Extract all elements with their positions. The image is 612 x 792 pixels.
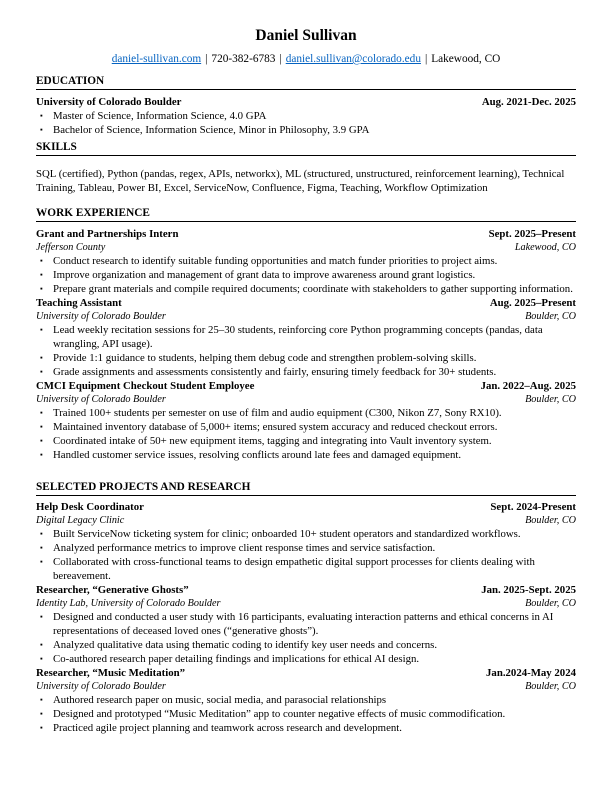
bullet-text: Conduct research to identify suitable funding opportunities and match funder priorities to project aims.: [53, 255, 498, 267]
bullet-item: [36, 406, 576, 420]
entry-date: Jan. 2025-Sept. 2025: [481, 584, 576, 596]
entry-org: University of Colorado Boulder: [36, 311, 166, 322]
entry-org: University of Colorado Boulder: [36, 681, 166, 692]
bullet-text: Authored research paper on music, social media, and parasocial relationships: [53, 694, 387, 706]
entry-title: CMCI Equipment Checkout Student Employee: [36, 380, 255, 392]
entry-date: Sept. 2025–Present: [488, 228, 576, 240]
bullet-icon: ▪: [40, 270, 43, 279]
bullet-icon: ▪: [40, 557, 43, 566]
projects-heading: SELECTED PROJECTS AND RESEARCH: [36, 480, 576, 496]
bullet-text: Bachelor of Science, Information Science, Minor in Philosophy, 3.9 GPA: [53, 124, 370, 136]
bullet-text: Maintained inventory database of 5,000+ items; ensured system accuracy and reduced checkout errors.: [53, 421, 498, 433]
entry-org: University of Colorado Boulder: [36, 394, 166, 405]
location-text: Lakewood, CO: [431, 53, 501, 65]
bullet-icon: ▪: [40, 654, 43, 663]
bullet-text: Practiced agile project planning and teamwork across research and development.: [53, 722, 402, 734]
work-entry: [36, 227, 576, 296]
bullet-item: [36, 721, 576, 735]
bullet-item: [36, 268, 576, 282]
entry-location: Boulder, CO: [525, 394, 576, 405]
bullet-icon: ▪: [40, 543, 43, 552]
pipe-separator: |: [424, 53, 428, 65]
entry-title: Grant and Partnerships Intern: [36, 228, 179, 240]
bullet-icon: ▪: [40, 367, 43, 376]
pipe-separator: |: [279, 53, 282, 65]
entry-location: Boulder, CO: [525, 598, 576, 609]
entry-date: Jan. 2022–Aug. 2025: [480, 380, 576, 392]
entry-date: Jan.2024-May 2024: [486, 667, 576, 679]
bullet-icon: ▪: [40, 353, 43, 362]
bullet-icon: ▪: [40, 709, 43, 718]
entry-location: Boulder, CO: [525, 515, 576, 526]
pipe-separator: |: [205, 53, 208, 65]
bullet-text: Lead weekly recitation sessions for 25–30 students, reinforcing core Python programming concepts (pandas, data wrangling, API usage).: [53, 324, 543, 350]
bullet-item: [36, 351, 576, 365]
bullet-icon: ▪: [40, 723, 43, 732]
entry-location: Boulder, CO: [525, 681, 576, 692]
bullet-item: [36, 693, 576, 707]
bullet-text: Analyzed qualitative data using thematic coding to identify key user needs and concerns.: [53, 639, 438, 651]
bullet-text: Collaborated with cross-functional teams to design empathetic digital support processes for clients dealing with bereavement.: [53, 556, 535, 582]
bullet-icon: ▪: [40, 422, 43, 431]
bullet-item: [36, 282, 576, 296]
bullet-item: [36, 707, 576, 721]
entry-date: Aug. 2021-Dec. 2025: [481, 96, 576, 108]
phone-number: 720-382-6783: [211, 53, 276, 65]
entry-org: Digital Legacy Clinic: [36, 515, 125, 526]
work-entry: [36, 379, 576, 462]
bullet-text: Handled customer service issues, resolving conflicts around late fees and damaged equipment.: [53, 449, 462, 461]
bullet-text: Prepare grant materials and compile required documents; coordinate with stakeholders to gather supporting information.: [53, 283, 573, 295]
bullet-item: [36, 638, 576, 652]
bullet-icon: ▪: [40, 408, 43, 417]
project-entry: [36, 500, 576, 583]
bullet-icon: ▪: [40, 111, 43, 120]
entry-title: University of Colorado Boulder: [36, 96, 182, 108]
bullet-item: [36, 610, 576, 638]
bullet-text: Analyzed performance metrics to improve client response times and service satisfaction.: [53, 542, 436, 554]
entry-title: Researcher, “Music Meditation”: [36, 667, 186, 679]
entry-location: Boulder, CO: [525, 311, 576, 322]
entry-org: Identity Lab, University of Colorado Boulder: [36, 598, 221, 609]
bullet-icon: ▪: [40, 529, 43, 538]
bullet-item: [36, 109, 576, 123]
work-experience-heading: WORK EXPERIENCE: [36, 206, 576, 222]
bullet-text: Coordinated intake of 50+ new equipment items, tagging and integrating into Vault inventory system.: [53, 435, 492, 447]
project-entry: [36, 666, 576, 735]
bullet-text: Grade assignments and assessments consistently and fairly, ensuring timely feedback for 30+ students.: [53, 366, 497, 378]
bullet-text: Trained 100+ students per semester on use of film and audio equipment (C300, Nikon Z7, Sony RX10).: [53, 407, 502, 419]
bullet-item: [36, 123, 576, 137]
education-heading: EDUCATION: [36, 74, 576, 90]
bullet-icon: ▪: [40, 436, 43, 445]
bullet-icon: ▪: [40, 284, 43, 293]
project-entry: [36, 583, 576, 666]
education-entry: [36, 95, 576, 137]
entry-title: Researcher, “Generative Ghosts”: [36, 584, 189, 596]
resume-name: Daniel Sullivan: [255, 27, 357, 44]
skills-text: SQL (certified), Python (pandas, regex, APIs, networkx), ML (structured, unstructured, reinforcement learning), Technical Training, Tableau, Power BI, Excel, ServiceNow, Confluence, Figma, Teaching, Workflow Optimization: [36, 168, 565, 194]
bullet-icon: ▪: [40, 612, 43, 621]
entry-date: Sept. 2024-Present: [490, 501, 576, 513]
bullet-item: [36, 541, 576, 555]
bullet-text: Built ServiceNow ticketing system for clinic; onboarded 10+ student operators and standardized workflows.: [53, 528, 521, 540]
bullet-item: [36, 434, 576, 448]
bullet-item: [36, 448, 576, 462]
work-entry: [36, 296, 576, 379]
bullet-icon: ▪: [40, 125, 43, 134]
entry-title: Teaching Assistant: [36, 297, 122, 309]
entry-title: Help Desk Coordinator: [36, 501, 144, 513]
entry-date: Aug. 2025–Present: [489, 297, 576, 309]
bullet-text: Improve organization and management of grant data to improve awareness around grant logistics.: [53, 269, 476, 281]
bullet-icon: ▪: [40, 450, 43, 459]
bullet-icon: ▪: [40, 256, 43, 265]
entry-org: Jefferson County: [36, 242, 106, 253]
bullet-icon: ▪: [40, 695, 43, 704]
bullet-text: Designed and conducted a user study with 16 participants, evaluating interaction patterns and ethical concerns in AI representations of deceased loved ones (“generative ghosts”).: [53, 611, 554, 637]
bullet-item: [36, 420, 576, 434]
bullet-icon: ▪: [40, 325, 43, 334]
contact-line: [36, 52, 576, 66]
entry-location: Lakewood, CO: [514, 242, 576, 253]
bullet-text: Co-authored research paper detailing findings and implications for ethical AI design.: [53, 653, 420, 665]
bullet-text: Master of Science, Information Science, 4.0 GPA: [53, 110, 267, 122]
website-link[interactable]: daniel-sullivan.com: [111, 53, 202, 65]
bullet-item: [36, 254, 576, 268]
bullet-text: Provide 1:1 guidance to students, helping them debug code and strengthen problem-solving skills.: [53, 352, 477, 364]
bullet-item: [36, 365, 576, 379]
bullet-item: [36, 323, 576, 351]
bullet-item: [36, 555, 576, 583]
skills-heading: SKILLS: [36, 140, 576, 156]
email-link[interactable]: daniel.sullivan@colorado.edu: [285, 53, 421, 65]
bullet-item: [36, 527, 576, 541]
bullet-icon: ▪: [40, 640, 43, 649]
bullet-text: Designed and prototyped “Music Meditation” app to counter negative effects of music commodification.: [53, 708, 506, 720]
bullet-item: [36, 652, 576, 666]
